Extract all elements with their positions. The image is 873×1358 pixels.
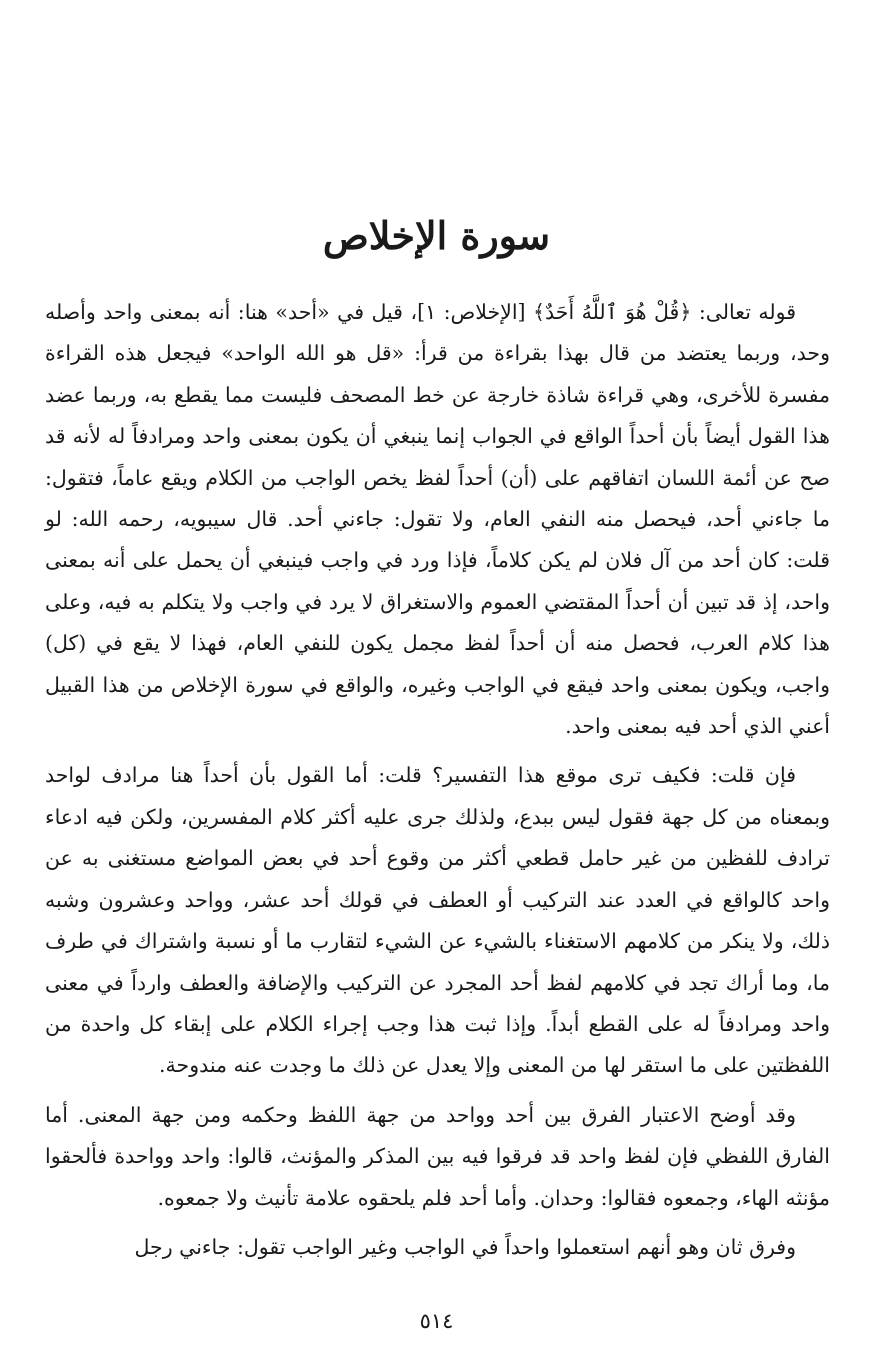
paragraph: قوله تعالى: ﴿قُلْ هُوَ ٱللَّهُ أَحَدٌ﴾ [الإخلاص: ١]، قيل في «أحد» هنا: أنه بمعنى واحد وأصله وحد، وربما يعتضد من قال بهذا بقراءة من قرأ: «قل هو الله الواحد» فيجعل هذه القراءة مفسرة للأخرى، وهي قراءة شاذة خارجة عن خط المصحف فليست مما يقطع به، وربما عضد هذا القول أيضاً بأن أحداً الواقع في الجواب إنما ينبغي أن يكون بمعنى واحد ومرادفاً له لأنه قد صح عن أئمة اللسان اتفاقهم على (أن) أحداً لفظ يخص الواجب من الكلام ويقع عاماً، فتقول: ما جاءني أحد، فيحصل منه النفي العام، ولا تقول: جاءني أحد. قال سيبويه، رحمه الله: لو قلت: كان أحد من آل فلان لم يكن كلاماً، فإذا ورد في واجب فينبغي أن يحمل على أنه بمعنى واحد، إذ قد تبين أن أحداً المقتضي العموم والاستغراق لا يرد في واجب ولا يتكلم به فيه، وعلى هذا كلام العرب، فحصل منه أن أحداً لفظ مجمل يكون للنفي العام، فهذا لا يقع في (كل) واجب، ويكون بمعنى واحد فيقع في الواجب وغيره، والواقع في سورة الإخلاص من هذا القبيل أعني الذي أحد فيه بمعنى واحد.: [45, 300, 830, 739]
paragraph: وفرق ثان وهو أنهم استعملوا واحداً في الواجب وغير الواجب تقول: جاءني رجل: [134, 1234, 796, 1259]
paragraph: وقد أوضح الاعتبار الفرق بين أحد وواحد من جهة اللفظ وحكمه ومن جهة المعنى. أما الفارق اللفظي فإن لفظ واحد قد فرقوا فيه بين المذكر والمؤنث، قالوا: واحد وواحدة فألحقوا مؤنثه الهاء، وجمعوه فقالوا: وحدان. وأما أحد فلم يلحقوه علامة تأنيث ولا جمعوه.: [45, 1102, 830, 1210]
body-text: [45, 292, 830, 1276]
surah-title: سورة الإخلاص: [322, 213, 551, 258]
page-number: ٥١٤: [419, 1309, 454, 1333]
paragraph: فإن قلت: فكيف ترى موقع هذا التفسير؟ قلت: أما القول بأن أحداً هنا مرادف لواحد وبمعناه من كل جهة فقول ليس ببدع، ولذلك جرى عليه أكثر كلام المفسرين، ولكن فيه ادعاء ترادف للفظين من غير حامل قطعي أكثر من وقوع أحد في بعض المواضع مستغنى به عن واحد كالواقع في العدد عند التركيب أو العطف في قولك أحد عشر، وواحد وعشرون وشبه ذلك، ولا ينكر من كلامهم الاستغناء بالشيء عن الشيء لتقارب ما أو نسبة واشتراك في طرف ما، وما أراك تجد في كلامهم لفظ أحد المجرد عن التركيب والإضافة والعطف وارداً في معنى واحد ومرادفاً له على القطع أبداً. وإذا ثبت هذا وجب إجراء الكلام على إبقاء كل واحدة من اللفظتين على ما استقر لها من المعنى وإلا يعدل عن ذلك ما وجدت عنه مندوحة.: [45, 763, 830, 1078]
